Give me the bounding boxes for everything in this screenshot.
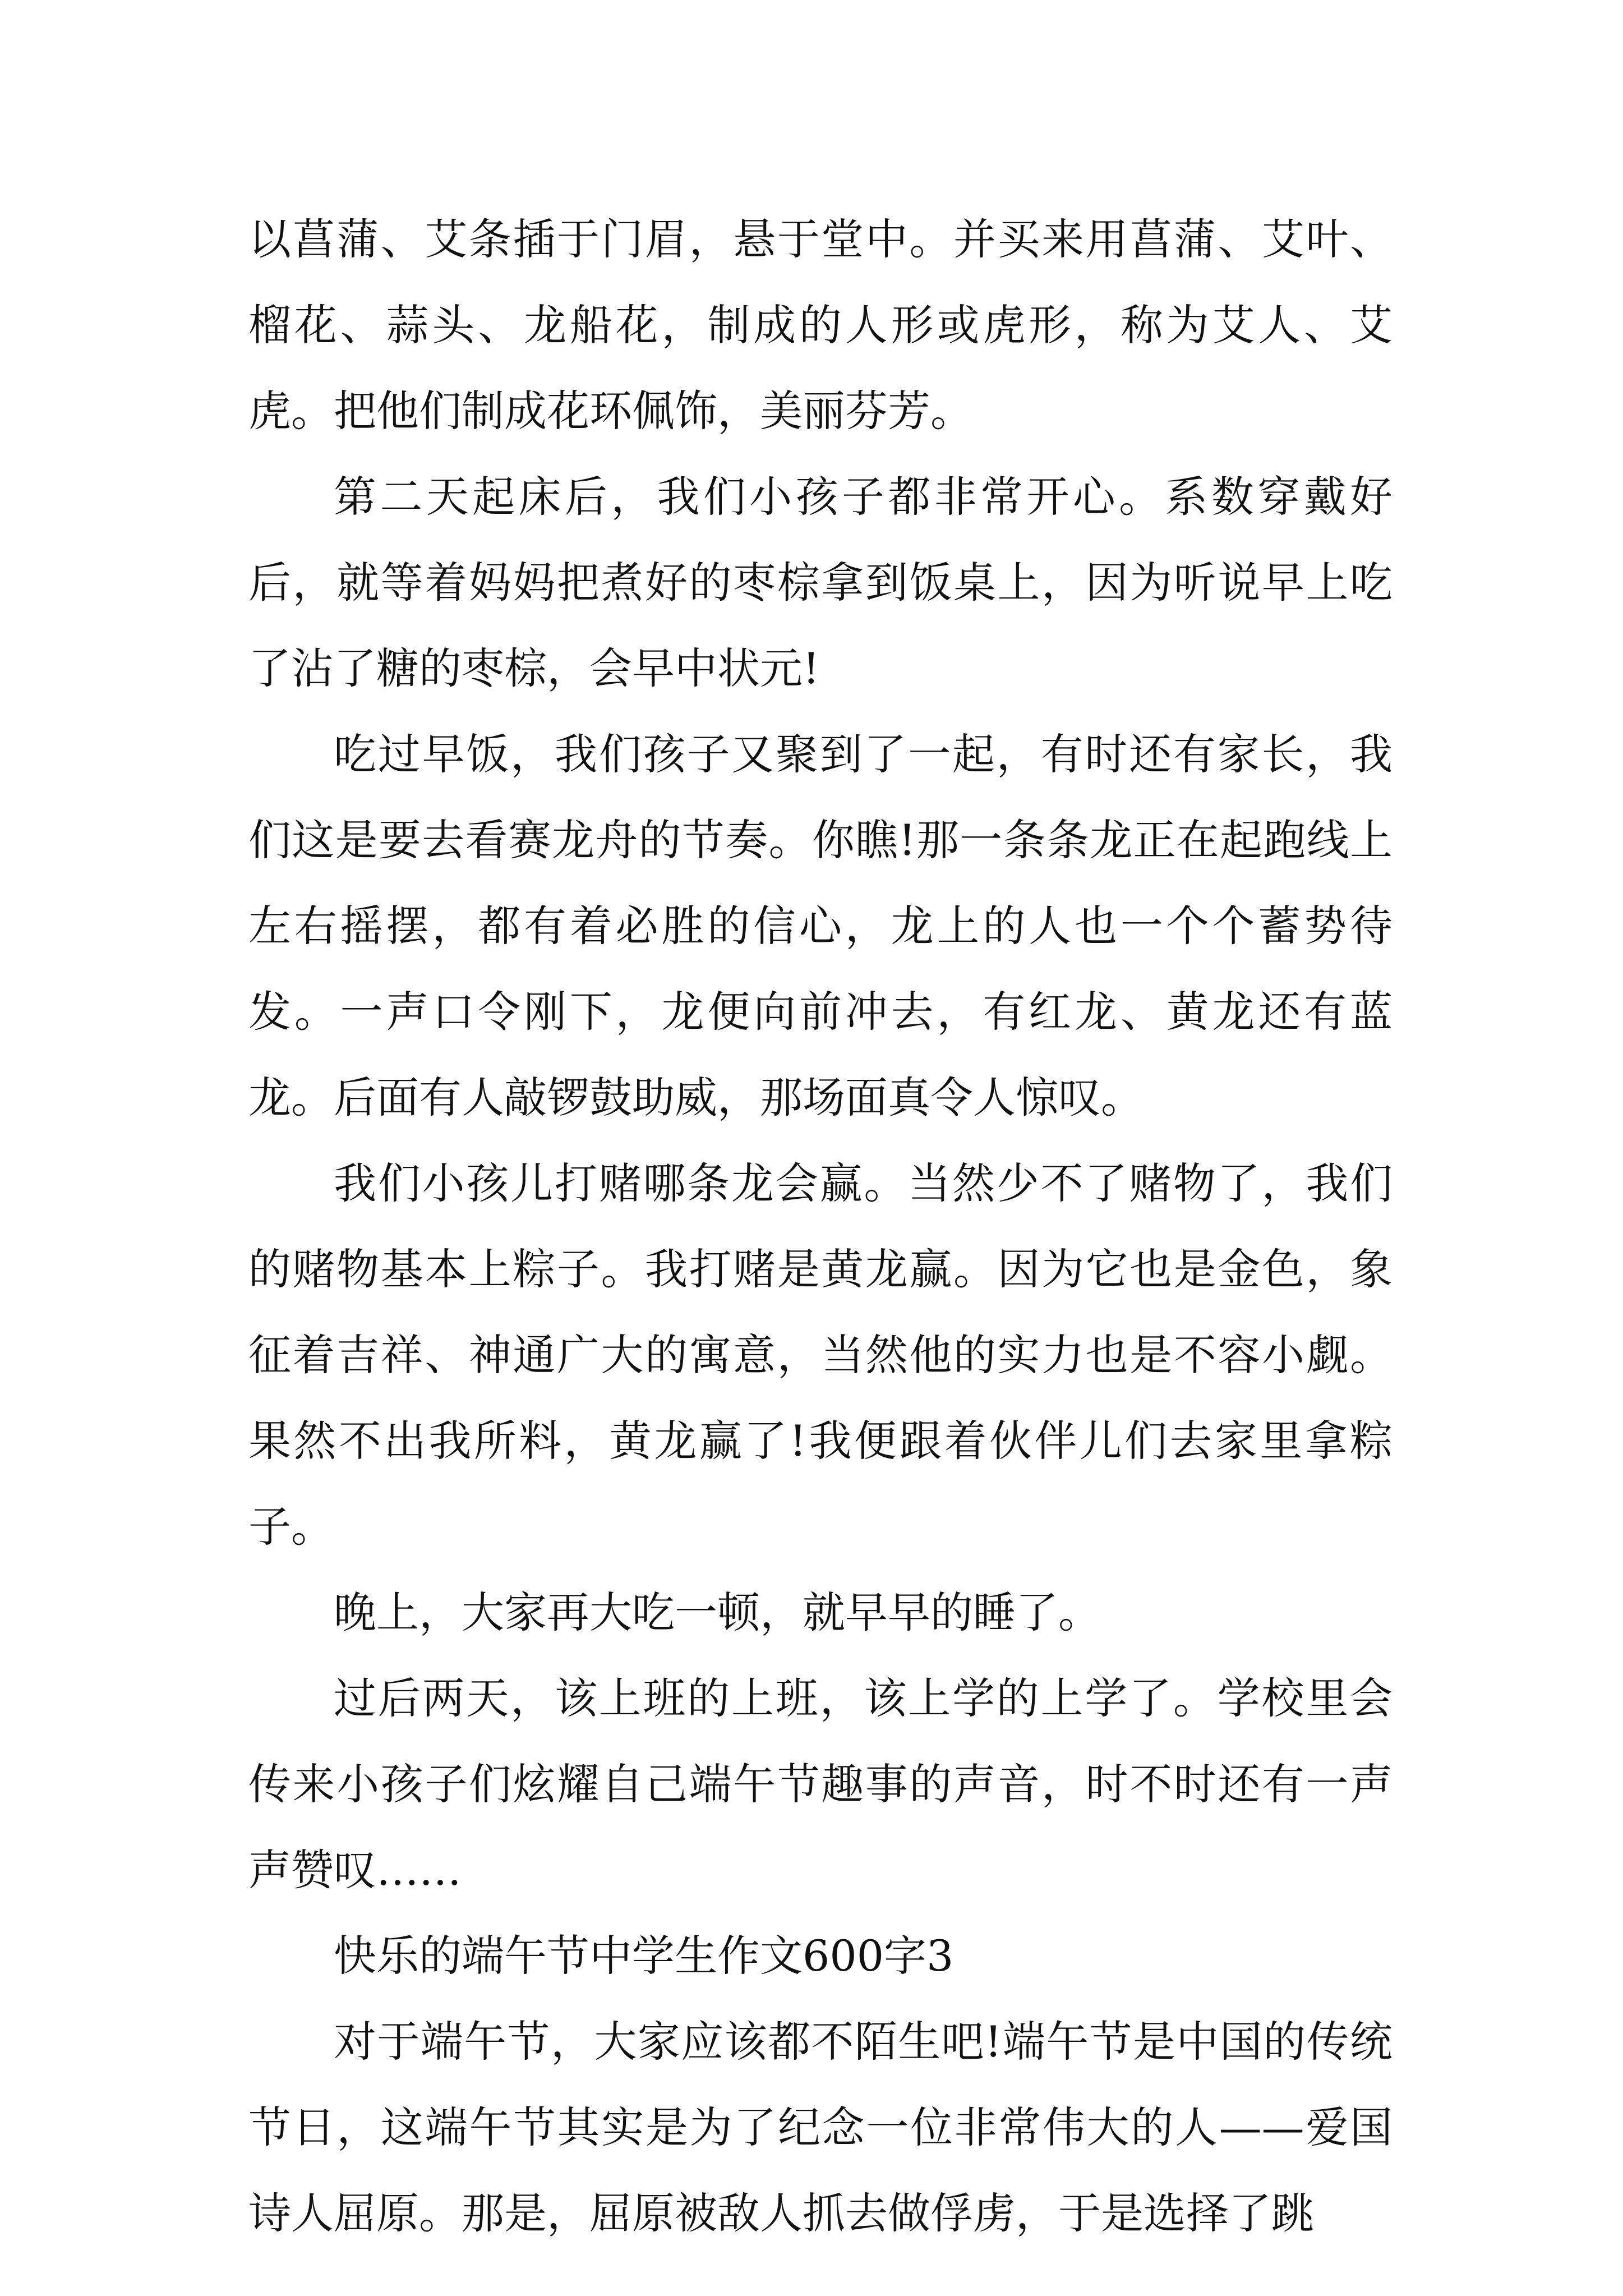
paragraph: 我们小孩儿打赌哪条龙会赢。当然少不了赌物了，我们的赌物基本上粽子。我打赌是黄龙赢。因为它也是金色，象征着吉祥、神通广大的寓意，当然他的实力也是不容小觑。果然不出我所料，黄龙赢了!我便跟着伙伴儿们去家里拿粽子。 bbox=[248, 1158, 1393, 1552]
paragraph: 吃过早饭，我们孩子又聚到了一起，有时还有家长，我们这是要去看赛龙舟的节奏。你瞧!那一条条龙正在起跑线上左右摇摆，都有着必胜的信心，龙上的人也一个个蓄势待发。一声口令刚下，龙便向前冲去，有红龙、黄龙还有蓝龙。后面有人敲锣鼓助威，那场面真令人惊叹。 bbox=[248, 729, 1393, 1122]
paragraph: 晚上，大家再大吃一顿，就早早的睡了。 bbox=[334, 1588, 1101, 1637]
paragraph: 过后两天，该上班的上班，该上学的上学了。学校里会传来小孩子们炫耀自己端午节趣事的声音，时不时还有一声声赞叹…… bbox=[248, 1673, 1393, 1895]
document-body bbox=[248, 196, 1393, 2256]
paragraph: 对于端午节，大家应该都不陌生吧!端午节是中国的传统节日，这端午节其实是为了纪念一位非常伟大的人——爱国诗人屈原。那是，屈原被敌人抓去做俘虏，于是选择了跳 bbox=[248, 2017, 1393, 2238]
paragraph-continued: 以菖蒲、艾条插于门眉，悬于堂中。并买来用菖蒲、艾叶、榴花、蒜头、龙船花，制成的人形或虎形，称为艾人、艾虎。把他们制成花环佩饰，美丽芬芳。 bbox=[248, 214, 1393, 436]
paragraph: 第二天起床后，我们小孩子都非常开心。系数穿戴好后，就等着妈妈把煮好的枣棕拿到饭桌上，因为听说早上吃了沾了糖的枣棕，会早中状元! bbox=[248, 472, 1393, 693]
section-heading: 快乐的端午节中学生作文600字3 bbox=[334, 1931, 954, 1981]
